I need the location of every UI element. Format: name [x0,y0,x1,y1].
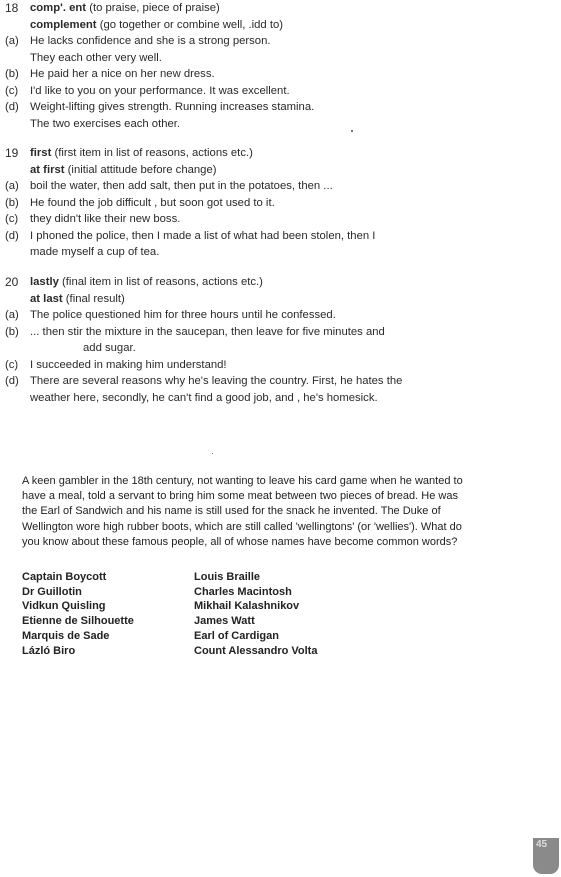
item-label: (d) [5,375,19,387]
sentence-a [0,178,561,195]
info-paragraph: A keen gambler in the 18th century, not wanting to leave his card game when he wanted to have a meal, told a servant to bring him some meat between two pieces of bread. He was the Earl of Sandwich and his name is still used for the snack he invented. The Duke of Wellington wore high rubber boots, which are still called 'wellingtons' (or 'wellies'). What do you know about these famous people, all of whose names have become common words? [22,475,463,548]
sentence-text: The two exercises each other. [30,117,181,130]
sentence-text: weather here, secondly, he can't find a good job, and , he's homesick. [30,391,378,404]
item-label: (a) [5,180,19,192]
exercise-20-heading-2 [0,291,561,308]
item-label: (c) [5,84,19,97]
exercise-19-heading-2 [0,162,561,179]
famous-name: Marquis de Sade [22,629,110,642]
sentence-d [0,99,561,116]
headword-gloss: (final result) [65,292,125,305]
famous-name: Earl of Cardigan [194,629,279,642]
sentence-b-continued [0,340,561,357]
sentence-d-continued [0,244,561,261]
sentence-text: He found the job difficult , but soon got used to it. [30,196,275,209]
headword-gloss: (go together or combine well, .idd to) [99,18,284,31]
sentence-d [0,373,561,390]
famous-name: Dr Guillotin [22,585,82,598]
headword: at first [30,163,65,176]
sentence-c [0,357,561,374]
sentence-b [0,195,561,212]
item-label: (c) [5,213,19,225]
sentence-text: boil the water, then add salt, then put in the potatoes, then ... [30,180,333,192]
names-column-left [22,570,134,658]
exercise-18-heading-2 [0,17,561,34]
names-column-right [194,570,317,658]
famous-name: Charles Macintosh [194,585,292,598]
sentence-d-continued [0,390,561,407]
exercise-19-heading-1 [0,145,561,162]
sentence-text: I succeeded in making him understand! [30,358,227,371]
sentence-d [0,228,561,245]
exercise-18-heading-1 [0,0,561,17]
famous-name: Etienne de Silhouette [22,615,134,628]
famous-name: Vidkun Quisling [22,600,106,613]
sentence-a-continued [0,50,561,67]
famous-name: Mikhail Kalashnikov [194,600,300,613]
scan-speck [351,130,353,132]
headword: lastly [30,276,59,288]
sentence-text: He lacks confidence and she is a strong person. [30,35,271,47]
famous-name: Captain Boycott [22,571,107,583]
headword-gloss: (to praise, piece of praise) [89,2,220,14]
sentence-text: Weight-lifting gives strength. Running increases stamina. [30,101,315,113]
headword: complement [30,18,97,31]
headword-gloss: (first item in list of reasons, actions etc.) [54,147,253,159]
exercise-20 [0,274,561,406]
sentence-b [0,66,561,83]
sentence-text: He paid her a nice on her new dress. [30,68,215,80]
sentence-text: The police questioned him for three hours until he confessed. [30,309,336,321]
sentence-text: they didn't like their new boss. [30,213,181,225]
headword: first [30,147,52,159]
exercise-number: 20 [5,275,19,289]
famous-name: James Watt [194,615,255,628]
item-label: (c) [5,358,19,371]
sentence-a [0,307,561,324]
item-label: (a) [5,309,19,321]
item-label: (b) [5,325,19,338]
exercise-20-heading-1 [0,274,561,291]
item-label: (b) [5,196,19,209]
exercise-number: 18 [5,1,19,15]
info-box [22,474,472,550]
item-label: (a) [5,35,19,47]
sentence-text: They each other very well. [30,51,162,64]
famous-name: Louis Braille [194,571,261,583]
sentence-text: I'd like to you on your performance. It was excellent. [30,84,290,97]
sentence-text: made myself a cup of tea. [30,246,160,258]
headword: comp'. ent [30,2,87,14]
page-number: 45 [536,839,548,850]
item-label: (d) [5,101,19,113]
sentence-text: I phoned the police, then I made a list of what had been stolen, then I [30,229,376,242]
famous-name: Lázló Biro [22,644,76,657]
headword: at last [30,292,63,305]
sentence-b [0,324,561,341]
exercise-18 [0,0,561,132]
exercise-number: 19 [5,146,19,160]
famous-name: Count Alessandro Volta [194,644,318,657]
sentence-c [0,211,561,228]
sentence-c [0,83,561,100]
item-label: (b) [5,68,19,80]
sentence-d-continued [0,116,561,133]
sentence-a [0,33,561,50]
exercise-19 [0,145,561,261]
scan-speck [212,453,213,454]
sentence-text: add sugar. [83,342,136,354]
item-label: (d) [5,229,19,242]
headword-gloss: (initial attitude before change) [67,163,217,176]
sentence-text: There are several reasons why he's leaving the country. First, he hates the [30,375,403,387]
headword-gloss: (final item in list of reasons, actions etc.) [62,276,263,288]
sentence-text: ... then stir the mixture in the saucepan, then leave for five minutes and [30,325,385,338]
